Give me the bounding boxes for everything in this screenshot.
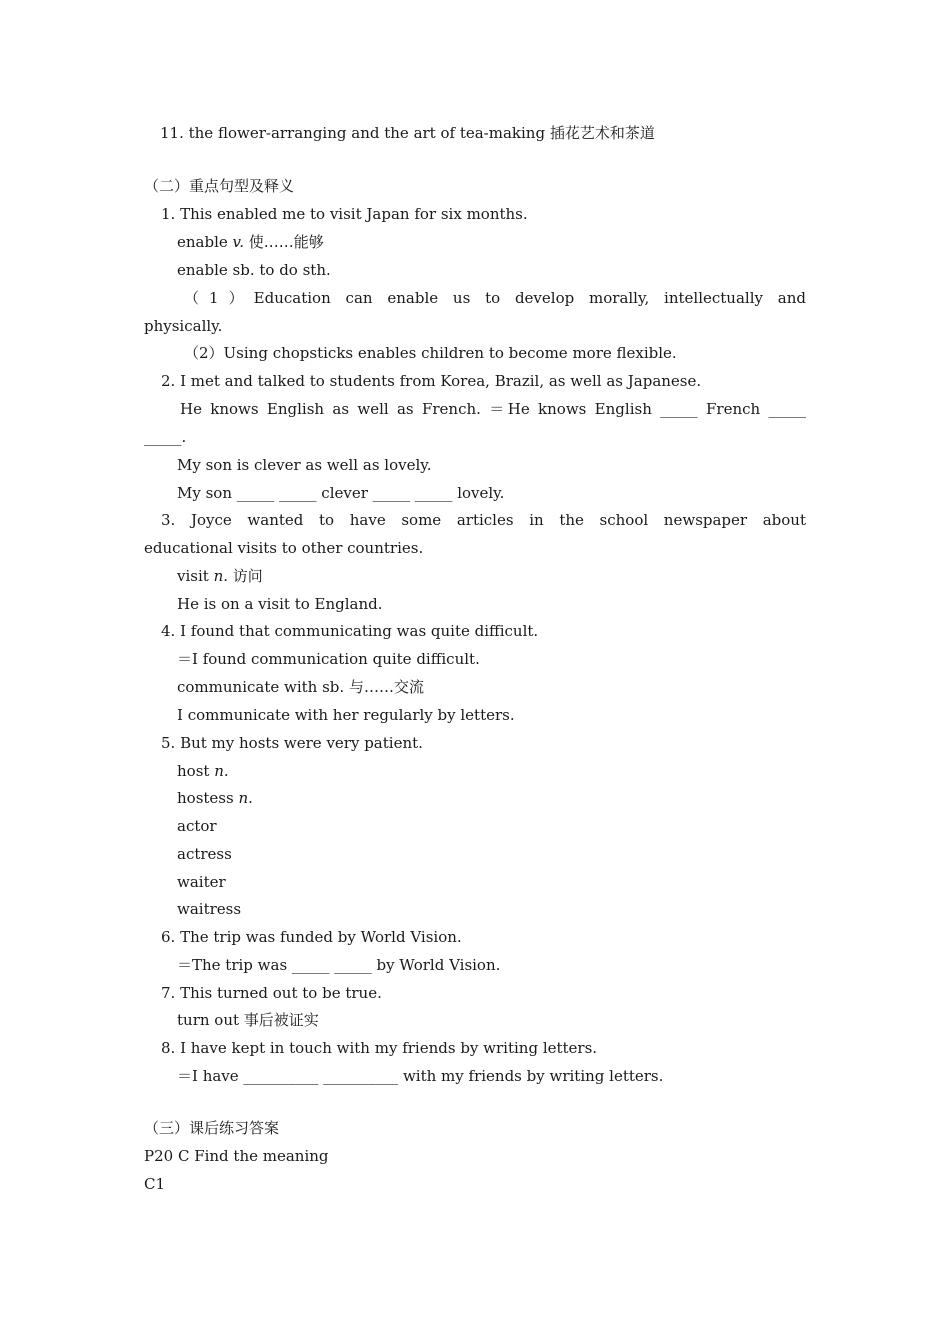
sentence-6: 6. The trip was funded by World Vision. [161,928,462,946]
def-pos: n. [213,567,229,585]
section-2-heading: （二）重点句型及释义 [144,177,295,195]
definition-visit [177,566,263,586]
word-waiter: waiter [177,873,226,891]
sentence-7: 7. This turned out to be true. [161,984,382,1002]
word: host [177,762,210,780]
exercise-c1: C1 [144,1175,166,1193]
sentence-1: 1. This enabled me to visit Japan for six months. [161,205,528,223]
example-3-1: He is on a visit to England. [177,595,383,613]
def-meaning: 使……能够 [248,233,324,251]
rewrite-6: ＝The trip was _____ _____ by World Vision. [177,956,501,974]
def-word: enable [177,233,228,251]
example-1-2: （2）Using chopsticks enables children to become more flexible. [184,344,677,362]
word: hostess [177,789,234,807]
phrase-communicate: communicate with sb. 与……交流 [177,678,424,696]
sentence-4: 4. I found that communicating was quite difficult. [161,622,539,640]
example-1-1: （1）Education can enable us to develop morally, intellectually and [184,289,806,307]
example-4-1: I communicate with her regularly by letters. [177,706,515,724]
rewrite-4: ＝I found communication quite difficult. [177,650,480,668]
sentence-3-cont: educational visits to other countries. [144,539,424,557]
word-host [177,761,229,781]
sentence-5: 5. But my hosts were very patient. [161,734,423,752]
example-2-1: He knows English as well as French. ＝He knows English _____ French _____ [180,400,806,418]
definition-enable [177,232,324,252]
exercise-p20: P20 C Find the meaning [144,1147,329,1165]
item-11: 11. the flower-arranging and the art of tea-making 插花艺术和茶道 [160,124,655,142]
pos: n. [238,789,253,807]
def-word: visit [177,567,209,585]
sentence-3: 3. Joyce wanted to have some articles in the school newspaper about [161,511,806,529]
word-actress: actress [177,845,232,863]
example-2-1-cont: _____. [144,428,187,446]
sentence-2: 2. I met and talked to students from Korea, Brazil, as well as Japanese. [161,372,702,390]
sentence-8: 8. I have kept in touch with my friends by writing letters. [161,1039,598,1057]
def-pos: v. [232,233,245,251]
example-1-1-cont: physically. [144,317,223,335]
pos: n. [214,762,229,780]
word-waitress: waitress [177,900,242,918]
rewrite-8: ＝I have __________ __________ with my friends by writing letters. [177,1067,664,1085]
section-3-heading: （三）课后练习答案 [144,1119,280,1137]
word-actor: actor [177,817,217,835]
example-2-2: My son is clever as well as lovely. [177,456,432,474]
word-hostess [177,788,253,808]
phrase-turn-out: turn out 事后被证实 [177,1011,319,1029]
example-2-3: My son _____ _____ clever _____ _____ lovely. [177,484,505,502]
def-meaning: 访问 [232,567,263,585]
pattern-enable: enable sb. to do sth. [177,261,331,279]
